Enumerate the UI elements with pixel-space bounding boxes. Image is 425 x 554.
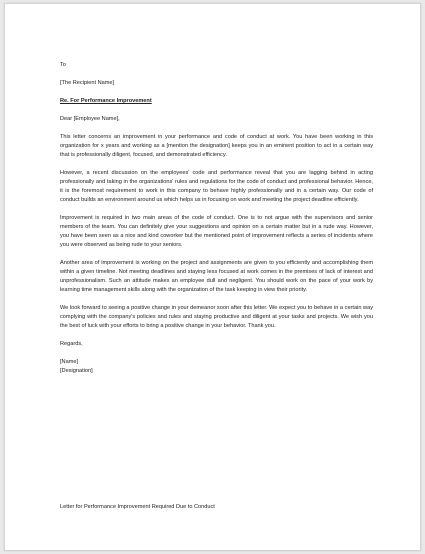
to-label: To [60,62,66,68]
footer-caption: Letter for Performance Improvement Required Due to Conduct [60,504,215,510]
paragraph-4: Another area of improvement is working on the project and assignments are given to you efficiently and accomplishing them within a given timeline. Not meeting deadlines and staying less focused at work comes in the premises of lack of interest and unprofessionalism. Such an attitude makes an employee dull and negligent. You should work on the pace of your work by learning time management skills along with the organization of the task keeping in view their priority. [60,260,373,293]
paragraph-2: However, a recent discussion on the employees' code and performance reveal that you are lagging behind in acting professionally and taking in the organizations' rules and regulations for the code of conduct and professional behavior. Hence, it is the foremost requirement to work in this company to behave highly professionally and in a certain way. Our code of conduct builds an environment around us which helps us in focusing on work and meeting the project deadline efficiently. [60,170,373,203]
paragraph-3: Improvement is required in two main areas of the code of conduct. One is to not argue with the supervisors and senior members of the team. You can definitely give your suggestions and opinion on a certain matter but in a rude way. However, you have been seen as a nice and kind coworker but the mentioned point of improvement reflects a series of incidents where you were observed as being rude to your seniors. [60,215,373,248]
closing: Regards, [60,341,83,347]
recipient-name: [The Recipient Name] [60,80,115,86]
document-page [4,3,421,551]
signature-designation: [Designation] [60,368,93,374]
salutation: Dear [Employee Name], [60,116,120,122]
subject-line: Re. For Performance Improvement [60,98,152,104]
paragraph-5: We look forward to seeing a positive change in your demeanor soon after this letter. We expect you to behave in a certain way complying with the company's policies and rules and staying productive and diligent at your tasks and projects. We wish you the best of luck with your efforts to bring a positive change in your behavior. Thank you. [60,305,373,329]
paragraph-1: This letter concerns an improvement in your performance and code of conduct at work. You have been working in this organization for x years and working as a [mention the designation] keeps you in an eminent position to act in a certain way that is professionally diligent, focused, and demonstrated efficiency. [60,134,373,158]
letter-body [60,61,373,376]
signature-name: [Name] [60,359,79,365]
